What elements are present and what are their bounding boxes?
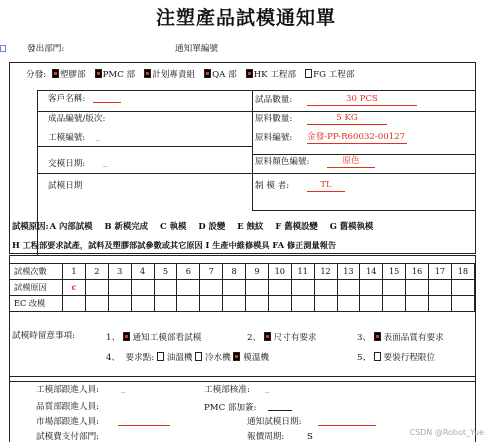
trial-reason-cell[interactable] xyxy=(383,280,406,296)
distribution-label: 分發: xyxy=(26,70,47,80)
customer-value xyxy=(93,94,123,103)
trial-number-cell: 5 xyxy=(154,264,177,280)
ec-cell[interactable] xyxy=(200,296,223,312)
ec-cell[interactable] xyxy=(337,296,360,312)
fee-dept-label: 試模費支付部門: xyxy=(36,432,100,442)
mold-no-label: 工模編號: xyxy=(48,133,86,143)
trial-reason-cell[interactable] xyxy=(268,280,291,296)
distribution-item-label: FG 工程部 xyxy=(313,70,355,80)
ec-label: EC 改模 xyxy=(10,296,63,312)
trial-number-cell: 2 xyxy=(85,264,108,280)
distribution-item[interactable] xyxy=(246,70,296,80)
note-1: 1、 通知工模部看試模 xyxy=(106,333,202,343)
note-2-checkbox[interactable] xyxy=(264,332,271,341)
sample-qty-value: 30 PCS xyxy=(307,95,417,106)
reason-item: G 舊模執模 xyxy=(329,221,374,231)
distribution-list xyxy=(49,70,355,80)
trial-number-cell: 11 xyxy=(291,264,314,280)
row-marker xyxy=(0,45,6,52)
distribution-item-label: HK 工程部 xyxy=(253,70,297,80)
material-qty-value: 5 KG xyxy=(307,114,387,125)
trial-number-cell: 13 xyxy=(337,264,360,280)
distribution-checkbox[interactable] xyxy=(204,69,211,78)
ec-cell[interactable] xyxy=(154,296,177,312)
trial-reason-cell[interactable] xyxy=(314,280,337,296)
distribution-item[interactable] xyxy=(95,70,135,80)
ec-cell[interactable] xyxy=(291,296,314,312)
ec-cell[interactable] xyxy=(406,296,429,312)
sample-qty-label: 試品數量: xyxy=(255,95,293,105)
mold-dept-followup-label: 工模部跟進人員: xyxy=(36,385,100,395)
distribution-item[interactable] xyxy=(52,70,86,80)
distribution-checkbox[interactable] xyxy=(144,69,151,78)
reason-item: D 設變 xyxy=(198,221,226,231)
trial-number-cell: 1 xyxy=(63,264,86,280)
mold-maker-value: TL xyxy=(307,181,345,192)
note-1-checkbox[interactable] xyxy=(123,332,130,341)
trial-number-cell: 18 xyxy=(451,264,474,280)
note-5-checkbox[interactable] xyxy=(374,352,381,361)
note-4: 4、 要求點: 油溫機 冷水機 模溫機 xyxy=(106,353,270,363)
trial-reason-cell[interactable] xyxy=(131,280,154,296)
trial-number-cell: 12 xyxy=(314,264,337,280)
trial-number-cell: 16 xyxy=(406,264,429,280)
trial-reason-cell[interactable] xyxy=(154,280,177,296)
mold-approve-value: _ xyxy=(265,384,270,394)
trial-date-label: 試模日期 xyxy=(48,181,83,191)
trial-reason-cell[interactable] xyxy=(177,280,200,296)
reason-item: E 蝕紋 xyxy=(237,221,264,231)
ec-cell[interactable] xyxy=(383,296,406,312)
trial-reason-cell[interactable] xyxy=(406,280,429,296)
quality-followup-label: 品質部跟進人員: xyxy=(36,402,100,412)
ec-cell[interactable] xyxy=(177,296,200,312)
pmc-sign-line xyxy=(268,402,292,411)
ec-cell[interactable] xyxy=(108,296,131,312)
reason-line-2: H 工程部要求試產，試料及塑膠部試參數或其它原因 I 生產中維修模具 FA 修正測量報告 xyxy=(12,240,337,250)
mold-maker-label: 制 模 者: xyxy=(255,181,290,191)
trial-reason-cell[interactable] xyxy=(85,280,108,296)
trial-reason-cell[interactable]: c xyxy=(63,280,86,296)
page-title: 注塑產品試模通知單 xyxy=(155,7,336,29)
watermark: CSDN @Robot_Yue xyxy=(409,428,484,437)
trial-number-cell: 15 xyxy=(383,264,406,280)
quote-cycle-label: 報價周期: xyxy=(247,432,285,442)
trial-reason-cell[interactable] xyxy=(200,280,223,296)
mold-no-value: _ xyxy=(96,132,101,142)
material-no-label: 原料編號: xyxy=(255,133,293,143)
trial-count-label: 試模次數 xyxy=(10,264,63,280)
distribution-item-label: 計划專責組 xyxy=(152,70,196,80)
customer-label: 客戶名稱: xyxy=(48,94,86,104)
trial-number-cell: 9 xyxy=(246,264,269,280)
pmc-sign-label: PMC 部加簽: xyxy=(204,403,257,413)
distribution-item-label: 塑膠部 xyxy=(59,70,86,80)
ec-cell[interactable] xyxy=(268,296,291,312)
ec-cell[interactable] xyxy=(63,296,86,312)
notice-no-label: 通知單編號 xyxy=(175,44,218,54)
reason-item: A 內部試模 xyxy=(49,221,93,231)
ec-cell[interactable] xyxy=(85,296,108,312)
mold-approve-label: 工模部核准: xyxy=(204,385,250,395)
quote-cycle-value: S xyxy=(307,432,313,442)
trial-reason-label: 試模原因 xyxy=(10,280,63,296)
reason-line-1: 試模原因:A 內部試模 B 新模完成 C 執模 D 設變 E 蝕紋 F 舊模設變 G 舊模執模 xyxy=(12,221,374,231)
notes-label: 試模時留意事項: xyxy=(12,331,76,341)
mold-dept-followup-value: _ xyxy=(121,384,126,394)
reason-item: F 舊模設變 xyxy=(275,221,318,231)
material-color-label: 原料顏色編號: xyxy=(255,157,310,167)
reason-item: B 新模完成 xyxy=(104,221,149,231)
trial-reason-cell[interactable] xyxy=(246,280,269,296)
distribution-checkbox[interactable] xyxy=(246,69,253,78)
trial-number-cell: 8 xyxy=(223,264,246,280)
distribution-item[interactable] xyxy=(144,70,195,80)
ec-cell[interactable] xyxy=(246,296,269,312)
product-no-label: 成品編號/版次: xyxy=(48,114,106,124)
ec-cell[interactable] xyxy=(429,296,452,312)
trial-reason-cell[interactable] xyxy=(223,280,246,296)
trial-reason-cell[interactable] xyxy=(337,280,360,296)
ec-cell[interactable] xyxy=(360,296,383,312)
market-followup-line xyxy=(118,417,170,426)
ec-cell[interactable] xyxy=(451,296,474,312)
delivery-date-label: 交模日期: xyxy=(48,159,86,169)
trial-number-cell: 14 xyxy=(360,264,383,280)
note-5: 5、 要裝行程限位 xyxy=(357,353,436,363)
material-color-value: 原色 xyxy=(327,157,375,168)
distribution-item[interactable] xyxy=(305,70,354,80)
distribution-item-label: PMC 部 xyxy=(102,70,136,80)
mold-temp-checkbox[interactable] xyxy=(233,352,240,361)
distribution-checkbox[interactable] xyxy=(52,69,59,78)
note-3: 3、 表面品質有要求 xyxy=(357,333,444,343)
trial-number-cell: 3 xyxy=(108,264,131,280)
trial-reason-cell[interactable] xyxy=(108,280,131,296)
material-qty-label: 原料數量: xyxy=(255,114,293,124)
ec-row xyxy=(10,296,475,312)
ec-cell[interactable] xyxy=(131,296,154,312)
trial-number-cell: 7 xyxy=(200,264,223,280)
trial-number-cell: 17 xyxy=(429,264,452,280)
notify-date-line xyxy=(318,417,376,426)
distribution-checkbox[interactable] xyxy=(95,69,102,78)
trial-number-cell: 6 xyxy=(177,264,200,280)
delivery-date-value: _ xyxy=(103,158,108,168)
trial-number-cell: 4 xyxy=(131,264,154,280)
ec-cell[interactable] xyxy=(314,296,337,312)
distribution-checkbox[interactable] xyxy=(305,69,312,78)
reason-item: C 執模 xyxy=(160,221,187,231)
chiller-checkbox[interactable] xyxy=(195,352,202,361)
trial-count-row xyxy=(10,264,475,280)
dept-label: 發出部門: xyxy=(27,44,65,54)
ec-cell[interactable] xyxy=(223,296,246,312)
note-2: 2、 尺寸有要求 xyxy=(247,333,317,343)
distribution-item[interactable] xyxy=(204,70,237,80)
trial-reason-row xyxy=(10,280,475,296)
trial-reason-cell[interactable] xyxy=(291,280,314,296)
trial-reason-cell[interactable] xyxy=(429,280,452,296)
material-no-value: 金發-PP-R60032-00127 xyxy=(307,132,406,142)
distribution-item-label: QA 部 xyxy=(212,70,237,80)
trial-reason-cell[interactable] xyxy=(451,280,474,296)
market-followup-label: 市場部跟進人員: xyxy=(36,417,100,427)
trial-grid xyxy=(9,263,475,312)
distribution-row xyxy=(26,69,354,80)
oil-heater-checkbox[interactable] xyxy=(157,352,164,361)
trial-reason-cell[interactable] xyxy=(360,280,383,296)
trial-number-cell: 10 xyxy=(268,264,291,280)
note-3-checkbox[interactable] xyxy=(374,332,381,341)
notify-date-label: 通知試模日期: xyxy=(247,417,302,427)
